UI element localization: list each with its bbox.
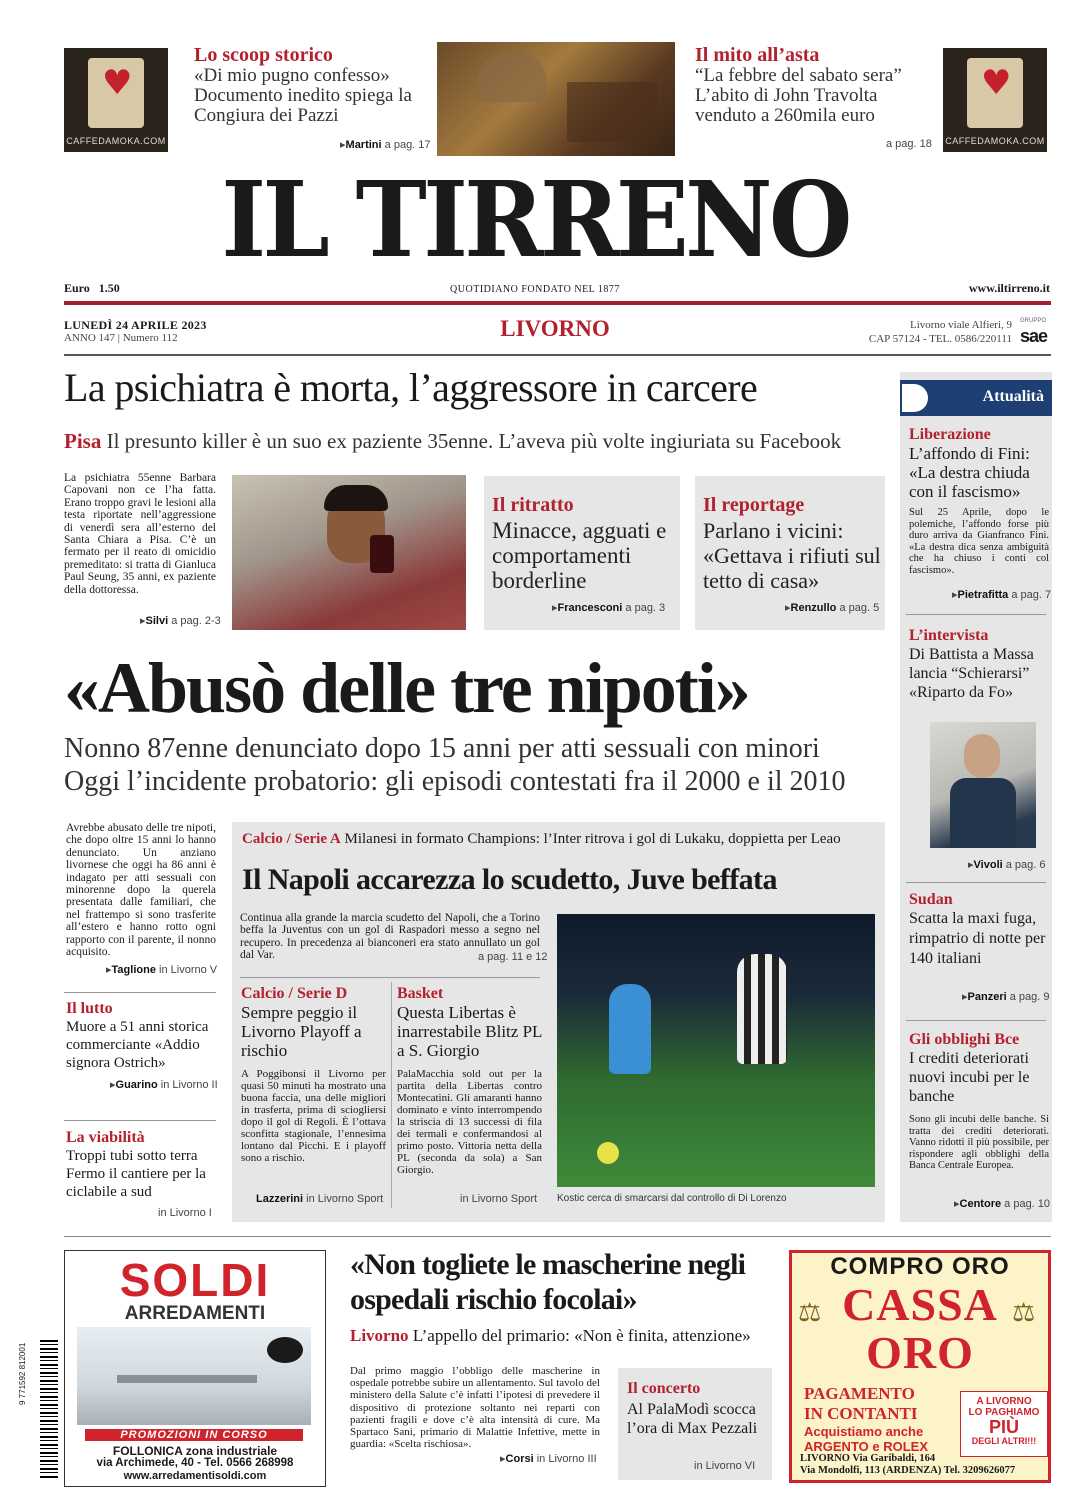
sport-headline[interactable]: Il Napoli accarezza lo scudetto, Juve beffata xyxy=(242,863,777,896)
lead-box-reportage[interactable]: Il reportage Parlano i vicini: «Gettava i rifiuti sul tetto di casa» ▸Renzullo a pag. 5 xyxy=(695,476,885,630)
sidebar-item-intervista[interactable]: L’intervista Di Battista a Massa lancia “Schierarsi” «Riparto da Fo» xyxy=(909,627,1034,701)
lead-photo xyxy=(232,475,466,630)
serie-d-item[interactable]: Calcio / Serie D Sempre peggio il Livorno Playoff a rischio A Poggibonsi il Livorno per quasi 50 minuti ha mostrato una buona faccia, una delle migliori in trasferta, prima di sciogliersi dopo il gol di Regoli. È l’ottava sconfitta stagionale, l’ennesima lontano dal Picchi. E i playoff sono a rischio. xyxy=(241,985,386,1164)
gruppo-label: GRUPPO xyxy=(1020,318,1047,324)
main-sub-1: Nonno 87enne denunciato dopo 15 anni per atti sessuali con minori xyxy=(64,733,820,764)
sae-logo: sae xyxy=(1020,326,1048,346)
sidebar-header: Attualità xyxy=(900,380,1052,416)
sport-body: Continua alla grande la marcia scudetto del Napoli, che a Torino beffa la Juventus con un gol di Raspadori messo a segno nel recupero. In precedenza ai bianconeri era stato annullato un gol dal Var. xyxy=(240,912,540,962)
dateline-date: LUNEDÌ 24 APRILE 2023 xyxy=(64,318,207,332)
scale-icon: ⚖ xyxy=(1012,1297,1036,1327)
bottom-subheadline: Livorno L’appello del primario: «Non è finita, attenzione» xyxy=(350,1326,751,1345)
dateline-address: Livorno viale Alfieri, 9 CAP 57124 - TEL. 0586/220111 xyxy=(868,319,1012,345)
ad-soldi[interactable]: SOLDI ARREDAMENTI PROMOZIONI IN CORSO FOLLONICA zona industriale via Archimede, 40 - Tel. 0566 268998 www.arredamentisoldi.com xyxy=(64,1250,326,1487)
teaser-ref: a pag. 18 xyxy=(886,138,932,150)
viabilita-ref: in Livorno I xyxy=(158,1207,212,1219)
main-headline[interactable]: «Abusò delle tre nipoti» xyxy=(64,648,749,728)
lutto-item[interactable]: Il lutto Muore a 51 anni storica commerciante «Addio signora Ostrich» xyxy=(66,1000,209,1071)
teaser-right[interactable] xyxy=(695,44,935,126)
barcode xyxy=(40,1340,58,1480)
serie-d-ref: Lazzerini in Livorno Sport xyxy=(256,1193,384,1205)
sport-ref: a pag. 11 e 12 xyxy=(478,951,548,963)
ad-cassa-oro[interactable]: COMPRO ORO ⚖ ⚖ CASSA ORO PAGAMENTO IN CONTANTI Acquistiamo anche ARGENTO e ROLEX A LIVORNO LO PAGHIAMO PIÙ DEGLI ALTRI!!! LIVORNO Via Garibaldi, 164 Via Mondolfi, 113 (ARDENZA) Tel. 3209626077 xyxy=(789,1250,1051,1483)
basket-item[interactable]: Basket Questa Libertas è inarrestabile Blitz PL a S. Giorgio PalaMacchia sold out per la partita della Libertas contro Montecatini. Gli amaranti hanno dominato e vinto interrompendo la striscia di 13 successi di fila dei termali e confermandosi al primo posto. Vittoria netta della PL (seconda da sola) a San Giorgio. xyxy=(397,985,542,1176)
masthead-rule xyxy=(64,301,1051,305)
lead-body: La psichiatra 55enne Barbara Capovani non ce l’ha fatta. Erano troppo gravi le lesioni alla testa riportate nell’aggressione di venerdì sera all’esterno del Santa Chiara a Pisa. C’è un fermato per il reato di omicidio premeditato: si tratta di Gianluca Paul Seung, 35 anni, ex paziente della dottoressa. xyxy=(64,472,216,596)
coffee-logo-icon: ♥ CAFFEDAMOKA.COM xyxy=(943,48,1047,152)
teaser-kicker: Lo scoop storico xyxy=(194,44,333,66)
sport-kicker: Calcio / Serie A Milanesi in formato Champions: l’Inter ritrova i gol di Lukaku, doppietta per Leao xyxy=(242,831,841,847)
lead-box-ritratto[interactable]: Il ritratto Minacce, agguati e comportamenti borderline ▸Francesconi a pag. 3 xyxy=(484,476,680,630)
concerto-box[interactable]: Il concerto Al PalaModì scocca l’ora di Max Pezzali in Livorno VI xyxy=(618,1368,772,1480)
section-tab-icon xyxy=(902,384,928,412)
lutto-ref: ▸Guarino in Livorno II xyxy=(110,1079,218,1091)
dateline-rule xyxy=(64,354,1051,356)
masthead-title: IL TIRRENO xyxy=(221,158,849,281)
sport-photo xyxy=(557,914,875,1187)
basket-ref: in Livorno Sport xyxy=(460,1193,538,1205)
lead-headline[interactable]: La psichiatra è morta, l’aggressore in carcere xyxy=(64,365,758,410)
price: Euro 1.50 xyxy=(64,281,120,295)
bottom-headline[interactable]: «Non togliete le mascherine negli ospedali rischio focolai» xyxy=(350,1248,746,1316)
sidebar-item-bce[interactable]: Gli obblighi Bce I crediti deteriorati nuovi incubi per le banche Sono gli incubi delle banche. Si tratta dei crediti deteriorati. Vanno ridotti il più possibile, per rispondere agli obblighi della Banca Centrale Europea. xyxy=(909,1031,1049,1171)
teaser-headline: «Di mio pugno confesso» Documento inedito spiega la Congiura dei Pazzi xyxy=(194,65,412,126)
sport-caption: Kostic cerca di smarcarsi dal controllo di Di Lorenzo xyxy=(557,1193,787,1204)
ad-logo-left[interactable] xyxy=(64,48,170,154)
teaser-headline: “La febbre del sabato sera” L’abito di John Travolta venduto a 260mila euro xyxy=(695,65,902,126)
teaser-painting-image xyxy=(437,42,675,156)
website-link[interactable]: www.iltirreno.it xyxy=(968,281,1050,295)
dateline-issue: ANNO 147 | Numero 112 xyxy=(64,332,178,344)
main-ref: ▸Taglione in Livorno V xyxy=(106,964,218,976)
sidebar-item-sudan[interactable]: Sudan Scatta la maxi fuga, rimpatrio di notte per 140 italiani xyxy=(909,891,1046,967)
masthead-subtitle: QUOTIDIANO FONDATO NEL 1877 xyxy=(450,284,620,295)
sidebar-item-liberazione[interactable]: Liberazione L’affondo di Fini: «La destra chiuda con il fascismo» Sul 25 Aprile, dopo le polemiche, l’affondo forse più duro arriva da Gianfranco Fini. «La destra dica senza ambiguità che ha chiuso i conti col fascismo». xyxy=(909,426,1049,576)
bottom-body: Dal primo maggio l’obbligo delle mascherine in ospedale potrebbe subire un allentamento. Sul tavolo del ministero della Salute c’è infatti l’ipotesi di prevedere il dispositivo di protezione soltanto nei reparti con pazienti fragili e dove c’è alta intensità di cure. Ma Spartaco Sani, primario di Malattie Infettive, mette in guardia: «Scelta rischiosa». xyxy=(350,1365,600,1451)
bottom-ref: ▸Corsi in Livorno III xyxy=(500,1453,597,1465)
lead-subheadline: Pisa Il presunto killer è un suo ex paziente 35enne. L’aveva più volte ingiuriata su Facebook xyxy=(64,429,842,453)
main-sub-2: Oggi l’incidente probatorio: gli episodi contestati fra il 2000 e il 2010 xyxy=(64,766,846,797)
scale-icon: ⚖ xyxy=(798,1297,822,1327)
teaser-kicker: Il mito all’asta xyxy=(695,44,820,66)
edition-name: LIVORNO xyxy=(500,316,610,341)
coffee-logo-icon: ♥ CAFFEDAMOKA.COM xyxy=(64,48,168,152)
ad-logo-right[interactable] xyxy=(943,48,1049,154)
viabilita-item[interactable]: La viabilità Troppi tubi sotto terra Fermo il cantiere per la ciclabile a sud xyxy=(66,1129,206,1200)
teaser-left[interactable] xyxy=(194,44,434,126)
teaser-ref: ▸Martini a pag. 17 xyxy=(340,139,431,151)
ad-price-badge: A LIVORNO LO PAGHIAMO PIÙ DEGLI ALTRI!!! xyxy=(960,1391,1048,1457)
sidebar-photo xyxy=(930,722,1036,848)
ad-furniture-photo xyxy=(77,1327,311,1425)
main-body: Avrebbe abusato delle tre nipoti, che dopo oltre 15 anni lo hanno denunciato. Un anziano livornese che oggi ha 86 anni è indagato per atti sessuali con minorenne dopo la querela presentata dalle familiari, che nel frattempo si sono trasferite all’estero e hanno rotto ogni rapporto con il parente, il nonno acquisito. xyxy=(66,822,216,959)
lead-ref: ▸Silvi a pag. 2-3 xyxy=(140,615,221,627)
